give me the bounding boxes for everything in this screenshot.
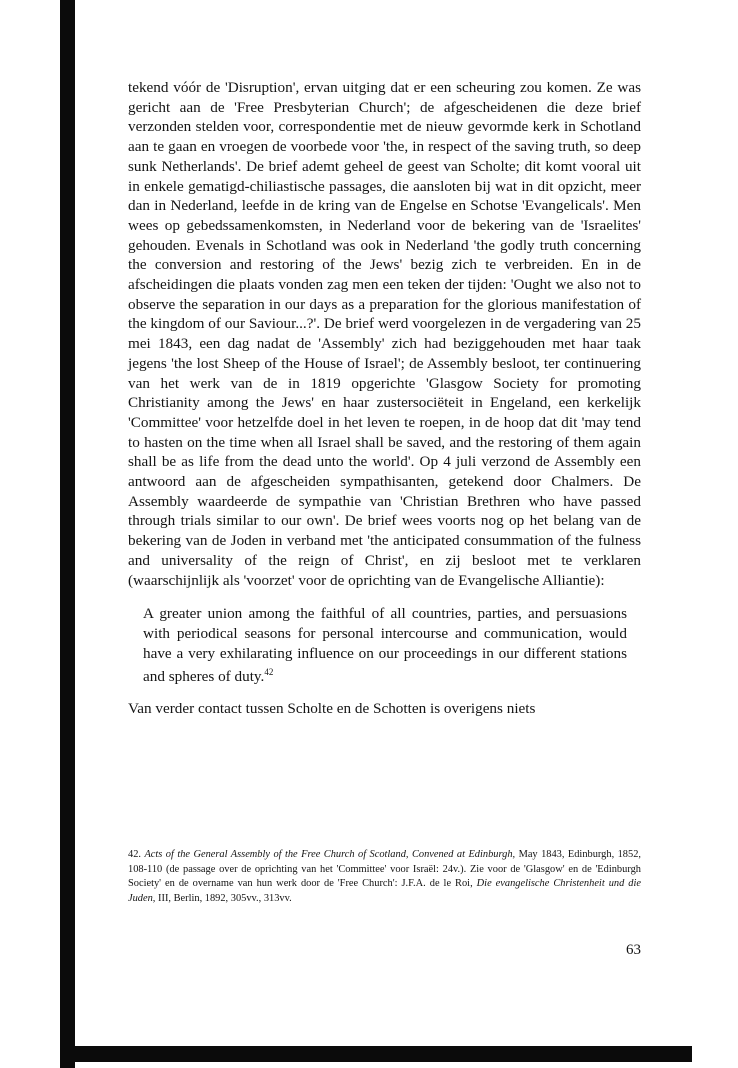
footnote-number: 42. (128, 849, 141, 860)
block-quote-text: A greater union among the faithful of all countries, parties, and persuasions with periodical seasons for personal intercourse and communication, would have a very exhilarating influence on our proceedings in our different stations and spheres of duty. (143, 605, 627, 686)
scan-bottom-border (60, 1046, 692, 1062)
footnote (128, 848, 641, 906)
scan-left-border (60, 0, 75, 1068)
footnote-text-2: III, Berlin, 1892, 305vv., 313vv. (158, 892, 292, 904)
body-paragraph: tekend vóór de 'Disruption', ervan uitging dat er een scheuring zou komen. Ze was gericht aan de 'Free Presbyterian Church'; de afgescheidenen die deze brief verzonden stelden voor, correspondentie met de nieuw gevormde kerk in Schotland aan te gaan en vroegen de voorbede voor 'the, in respect of the saving truth, so deep sunk Netherlands'. De brief ademt geheel de geest van Scholte; dit komt vooral uit in enkele gematigd-chiliastische passages, die aansloten bij wat in dit opzicht, meer dan in Nederland, leefde in de kring van de Engelse en Schotse 'Evangelicals'. Men wees op gebedssamenkomsten, in Nederland voor de bekering van de 'Israelites' gehouden. Evenals in Schotland was ook in Nederland 'the godly truth concerning the conversion and restoring of the Jews' bezig zich te verbreiden. En in de afscheidingen die plaats vonden zag men een teken der tijden: 'Ought we also not to observe the separation in our days as a preparation for the glorious manifestation of the kingdom of our Saviour...?'. De brief werd voorgelezen in de vergadering van 25 mei 1843, een dag nadat de 'Assembly' zich had beziggehouden met haar taak jegens 'the lost Sheep of the House of Israel'; de Assembly besloot, ter continuering van het werk van de in 1819 opgerichte 'Glasgow Society for promoting Christianity among the Jews' en haar zustersociëteit in Engeland, een kerkelijk 'Committee' voor hetzelfde doel in het leven te roepen, in de hoop dat dit 'may tend to hasten on the time when all Israel shall be saved, and the restoring of them again shall be as life from the dead unto the world'. Op 4 juli verzond de Assembly een antwoord aan de afgescheiden sympathisanten, getekend door Chalmers. De Assembly waardeerde de sympathie van 'Christian Brethren who have passed through trials similar to our own'. De brief wees voorts nog op het belang van de bekering van de Joden in verband met 'the anticipated consummation of the fulness and universality of the reign of Christ', en zij besloot met te verklaren (waarschijnlijk als 'voorzet' voor de oprichting van de Evangelische Alliantie): (128, 79, 641, 589)
footnote-title-2: Die evangelische Christenheit und die Juden, (128, 878, 641, 904)
body-paragraph-continued: Van verder contact tussen Scholte en de Schotten is overigens niets (128, 700, 536, 718)
footnote-title: Acts of the General Assembly of the Free Church of Scotland, Convened at Edinburgh, (144, 849, 516, 860)
block-quote (143, 604, 627, 687)
page-body (128, 78, 641, 719)
page-number: 63 (626, 942, 641, 958)
footnote-reference: 42 (264, 667, 274, 678)
footnote-text: May 1843, Edinburgh, 1852, 108-110 (de passage over de oprichting van het 'Committee' voor Israël: 24v.). Zie voor de 'Glasgow' en de 'Edinburgh Society' en de overname van hun werk door de 'Free Church': J.F.A. de le Roi, (128, 849, 641, 890)
